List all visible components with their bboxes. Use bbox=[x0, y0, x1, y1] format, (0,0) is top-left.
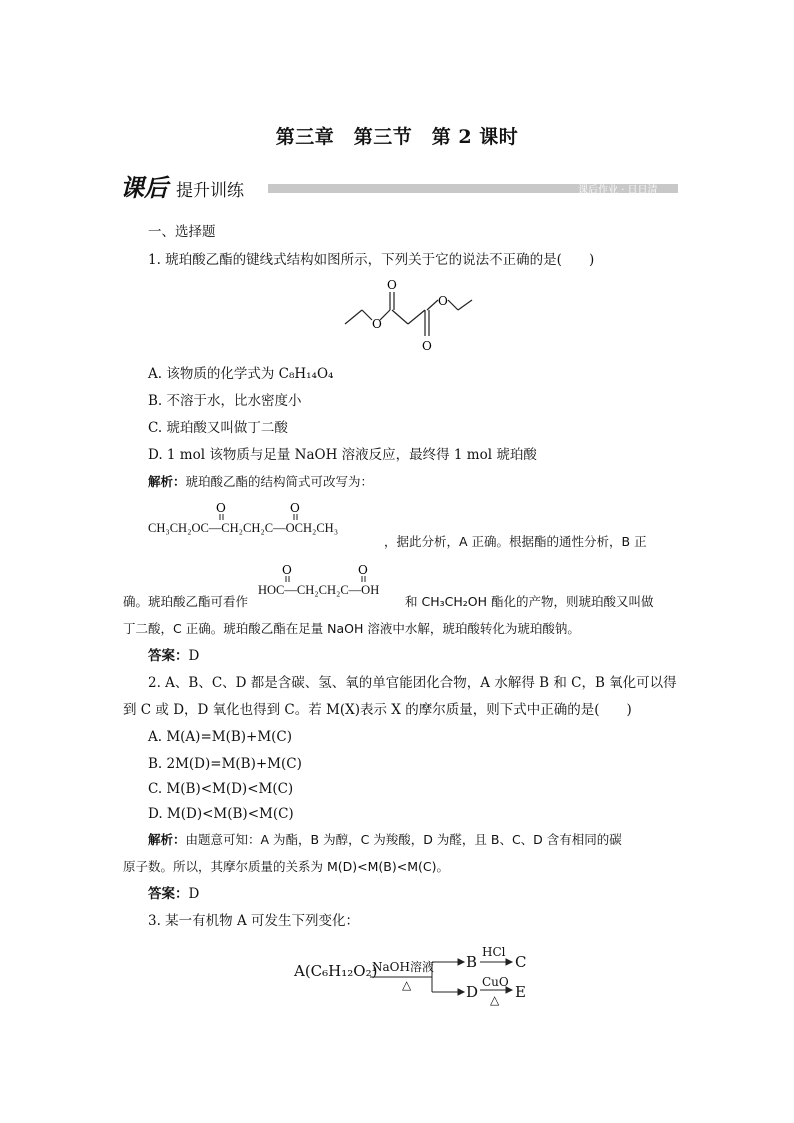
q1-formula-1: O O CH₃CH₂OC—CH₂CH₂C—OCH₂CH₃ bbox=[148, 500, 388, 536]
q2-answer: 答案：D bbox=[148, 886, 200, 902]
banner-tag: 课后作业 · 日日清 bbox=[578, 185, 658, 196]
q2-analysis-line-2: 原子数。所以，其摩尔质量的关系为 M(D)<M(B)<M(C)。 bbox=[123, 859, 449, 874]
q1-formula-2: O O HOC—CH₂CH₂C—OH bbox=[258, 562, 408, 598]
scheme-cond-1: △ bbox=[402, 978, 412, 992]
banner-logo bbox=[120, 168, 168, 203]
q2-option-d: D. M(D)<M(B)<M(C) bbox=[148, 806, 294, 822]
q1-analysis-line-1: 解析：琥珀酸乙酯的结构简式可改写为： bbox=[148, 474, 374, 489]
banner-logo-text: 课后 bbox=[120, 173, 168, 202]
q1-analysis-line-3a: 确。琥珀酸乙酯可看作 bbox=[123, 594, 249, 609]
q2-option-a: A. M(A)=M(B)+M(C) bbox=[148, 729, 293, 745]
q2-option-b: B. 2M(D)=M(B)+M(C) bbox=[148, 756, 302, 772]
svg-text:O: O bbox=[358, 563, 368, 577]
section-banner bbox=[118, 166, 680, 214]
q1-option-c: C. 琥珀酸又叫做丁二酸 bbox=[148, 420, 288, 436]
page-title: 第三章 第三节 第 2 课时 bbox=[275, 126, 519, 148]
q1-option-b: B. 不溶于水，比水密度小 bbox=[148, 393, 302, 409]
q1-option-a: A. 该物质的化学式为 C₈H₁₄O₄ bbox=[148, 366, 334, 382]
scheme-reagent-d: CuO bbox=[482, 975, 509, 989]
banner-title: 提升训练 bbox=[176, 181, 244, 201]
formula-1-carbonyls bbox=[148, 500, 388, 520]
atom-o-3: O bbox=[438, 294, 448, 308]
formula-2-carbonyls bbox=[258, 562, 408, 582]
q1-answer: 答案：D bbox=[148, 648, 200, 664]
q2-stem-1: 2. A、B、C、D 都是含碳、氢、氧的单官能团化合物，A 水解得 B 和 C，B 氧化可以得 bbox=[148, 675, 677, 691]
q1-analysis-line-4: 丁二酸，C 正确。琥珀酸乙酯在足量 NaOH 溶液中水解，琥珀酸转化为琥珀酸钠。 bbox=[123, 621, 580, 636]
q2-analysis-line-1: 解析：由题意可知：A 为酯，B 为醇，C 为羧酸，D 为醛，且 B、C、D 含有相同的碳 bbox=[148, 832, 622, 847]
q2-option-c: C. M(B)<M(D)<M(C) bbox=[148, 781, 294, 797]
scheme-start: A(C₆H₁₂O₂) bbox=[294, 962, 378, 980]
atom-o-4: O bbox=[422, 339, 432, 353]
q2-stem-2: 到 C 或 D，D 氧化也得到 C。若 M(X)表示 X 的摩尔质量，则下式中正确的是( ) bbox=[123, 702, 632, 718]
section-heading: 一、选择题 bbox=[148, 224, 216, 240]
scheme-d: D bbox=[466, 983, 479, 1001]
scheme-cond-d: △ bbox=[490, 993, 500, 1007]
svg-text:O: O bbox=[290, 501, 300, 515]
q1-analysis-line-3b: 和 CH₃CH₂OH 酯化的产物，则琥珀酸又叫做 bbox=[405, 594, 654, 609]
analysis-label: 解析： bbox=[148, 474, 186, 489]
atom-o-1: O bbox=[372, 317, 382, 331]
scheme-reagent-b: HCl bbox=[482, 945, 506, 959]
q1-analysis-line-2: ，据此分析，A 正确。根据酯的通性分析，B 正 bbox=[384, 534, 647, 549]
q3-stem: 3. 某一有机物 A 可发生下列变化： bbox=[148, 913, 360, 929]
scheme-e: E bbox=[515, 983, 526, 1001]
q3-reaction-scheme bbox=[292, 942, 542, 1012]
scheme-reagent-1: NaOH溶液 bbox=[372, 960, 434, 974]
svg-text:O: O bbox=[216, 501, 226, 515]
q1-skeletal-structure bbox=[330, 272, 490, 358]
q1-stem: 1. 琥珀酸乙酯的键线式结构如图所示，下列关于它的说法不正确的是( ) bbox=[148, 252, 595, 268]
q1-option-d: D. 1 mol 该物质与足量 NaOH 溶液反应，最终得 1 mol 琥珀酸 bbox=[148, 447, 537, 463]
atom-o-2: O bbox=[387, 278, 397, 292]
svg-text:O: O bbox=[282, 563, 292, 577]
scheme-b: B bbox=[466, 953, 478, 971]
scheme-c: C bbox=[515, 953, 527, 971]
